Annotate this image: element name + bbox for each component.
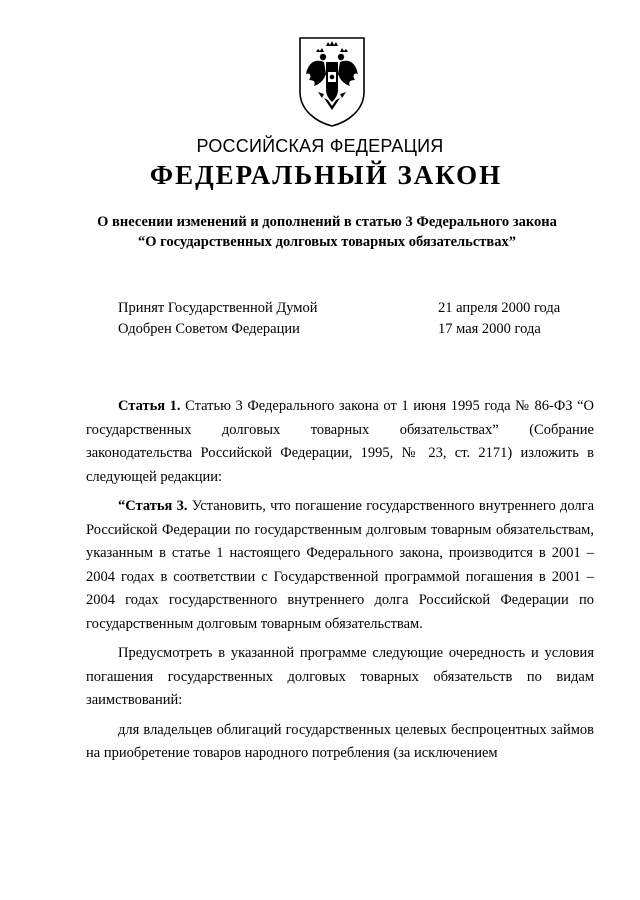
law-body — [86, 395, 594, 766]
country-name: РОССИЙСКАЯ ФЕДЕРАЦИЯ — [196, 136, 444, 156]
law-title-line-1: О внесении изменений и дополнений в статью 3 Федерального закона — [97, 214, 557, 230]
council-label: Одобрен Советом Федерации — [118, 321, 300, 337]
article-3-text: Установить, что погашение государственного внутреннего долга Российской Федерации по государственным долговым товарным обязательствам, указанным в статье 1 настоящего Федерального закона, производится в 2001 – 2004 годах в соответствии с Государственной программой погашения в 2001 – 2004 годах государственного внутреннего долга Российской Федерации по государственным долговым товарным обязательствам. — [86, 498, 595, 632]
article-3-label: “Статья 3. — [118, 498, 188, 514]
law-type-heading: ФЕДЕРАЛЬНЫЙ ЗАКОН — [149, 160, 503, 190]
article-1-paragraph — [86, 395, 594, 489]
council-date: 17 мая 2000 года — [438, 321, 541, 337]
article-1-label: Статья 1. — [118, 398, 181, 414]
adoption-block — [118, 298, 588, 340]
article-3-paragraph — [86, 495, 594, 636]
coat-of-arms-emblem — [296, 36, 368, 128]
duma-label: Принят Государственной Думой — [118, 300, 318, 316]
duma-date: 21 апреля 2000 года — [438, 300, 561, 316]
adoption-row-council — [118, 319, 588, 340]
law-title — [0, 212, 640, 252]
program-paragraph: Предусмотреть в указанной программе следующие очередность и условия погашения государственных долговых товарных обязательств по видам заимствований: — [86, 645, 594, 708]
law-title-line-2: “О государственных долговых товарных обязательствах” — [138, 234, 516, 250]
russian-coat-of-arms-icon — [296, 36, 368, 128]
adoption-row-duma — [118, 298, 588, 319]
bondholders-paragraph: для владельцев облигаций государственных целевых беспроцентных займов на приобретение товаров народного потребления (за исключением — [86, 721, 594, 761]
article-1-text: Статью 3 Федерального закона от 1 июня 1995 года № 86-ФЗ “О государственных долговых товарных обязательствах” (Собрание законодательства Российской Федерации, 1995, № 23, ст. 2171) изложить в следующей редакции: — [86, 398, 595, 485]
